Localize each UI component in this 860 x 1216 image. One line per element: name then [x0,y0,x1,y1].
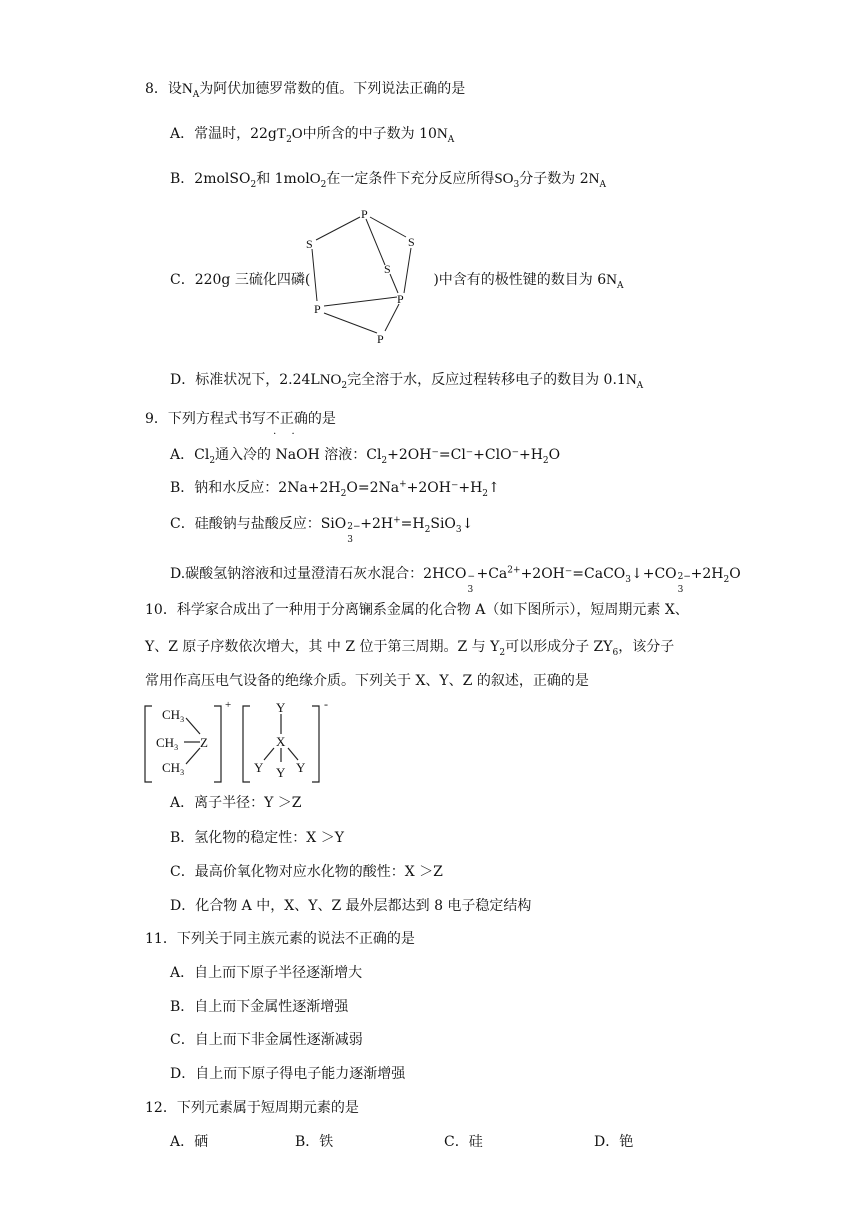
atom-p-left: P [314,302,321,316]
q10-option-c: C．最高价氧化物对应水化物的酸性：X ＞Z [170,864,443,880]
q8-option-b: B．2molSO$_2$和 1molO$_2$在一定条件下充分反应所得$SO_3$分子数为 $2N_A$ [170,171,606,190]
q9-option-c: C．硅酸钠与盐酸反应：SiO 2− 3 $+2H^+=H_2SiO_3↓$ [170,515,474,545]
q8-option-c: C．220g 三硫化四磷( )中含有的极性键的数目为 $6N_A$ [170,272,624,291]
q10-option-d: D．化合物 A 中，X、Y、Z 最外层都达到 8 电子稳定结构 [170,898,532,914]
anion-charge: - [324,697,328,711]
q11-stem: 11．下列关于同主族元素的说法不正确的是 [145,931,415,947]
q8-option-a: A．常温时，$22gT_2O$中所含的中子数为 $10N_A$ [170,126,455,145]
atom-y-right: Y [296,760,306,775]
atom-s-right: S [408,235,415,249]
q11-option-a: A．自上而下原子半径逐渐增大 [170,965,363,981]
q12-option-a: A．硒 [170,1134,209,1150]
atom-p-right: P [397,292,404,306]
cation-charge: + [225,699,232,711]
atom-x: X [276,734,286,749]
q10-option-a: A．离子半径：Y ＞Z [170,795,302,811]
compound-a-structure [140,696,340,788]
q12-option-d: D．铯 [594,1134,634,1150]
q9-option-b: B．钠和水反应：$2Na+2H_2O=2Na^++2OH^-+H_2↑$ [170,479,500,499]
q10-option-b: B．氢化物的稳定性：X ＞Y [170,830,344,846]
atom-y-left: Y [254,760,264,775]
q9-stem: 9．下列方程式书写不正确 · ·的是 [145,409,336,429]
q8-stem: 8．设$N_A$为阿伏加德罗常数的值。下列说法正确的是 [145,81,466,100]
atom-p-bottom: P [377,332,384,346]
q12-stem: 12．下列元素属于短周期元素的是 [145,1100,359,1116]
q10-stem-line3: 常用作高压电气设备的绝缘介质。下列关于 X、Y、Z 的叙述，正确的是 [145,673,589,689]
q8-option-d: D．标准状况下，$2.24LNO_2$完全溶于水，反应过程转移电子的数目为 $0.1N_A$ [170,372,644,391]
q12-option-b: B．铁 [295,1134,334,1150]
q9-option-a: A．$Cl_2$通入冷的 NaOH 溶液：$Cl_2+2OH^-=Cl^-+ClO^-+H_2O$ [170,447,561,466]
q11-option-d: D．自上而下原子得电子能力逐渐增强 [170,1066,406,1082]
ch3-middle: $CH_3$ [156,735,179,752]
q10-stem-line1: 10．科学家合成出了一种用于分离镧系金属的化合物 A（如下图所示），短周期元素 X、 [145,602,689,618]
atom-s-middle: S [384,262,391,276]
ch3-top: $CH_3$ [162,707,185,724]
q10-stem-line2: Y、Z 原子序数依次增大，其 中 Z 位于第三周期。Z 与 $Y_2$可以形成分子 $ZY_6$，该分子 [145,639,675,658]
atom-p-top: P [361,207,368,221]
q11-option-c: C．自上而下非金属性逐渐减弱 [170,1032,363,1048]
q9-option-d: D.碳酸氢钠溶液和过量澄清石灰水混合：2HCO − 3 $+Ca^{2+}+2OH^-=CaCO_3↓+CO$ 2− 3 $+2H_2O$ [170,565,741,595]
ch3-bottom: $CH_3$ [162,760,185,777]
atom-z: Z [200,735,208,750]
atom-y-middle: Y [276,765,286,780]
atom-y-top: Y [276,700,286,715]
q11-option-b: B．自上而下金属性逐渐增强 [170,999,349,1015]
atom-s-left: S [306,237,313,251]
q12-option-c: C．硅 [444,1134,483,1150]
